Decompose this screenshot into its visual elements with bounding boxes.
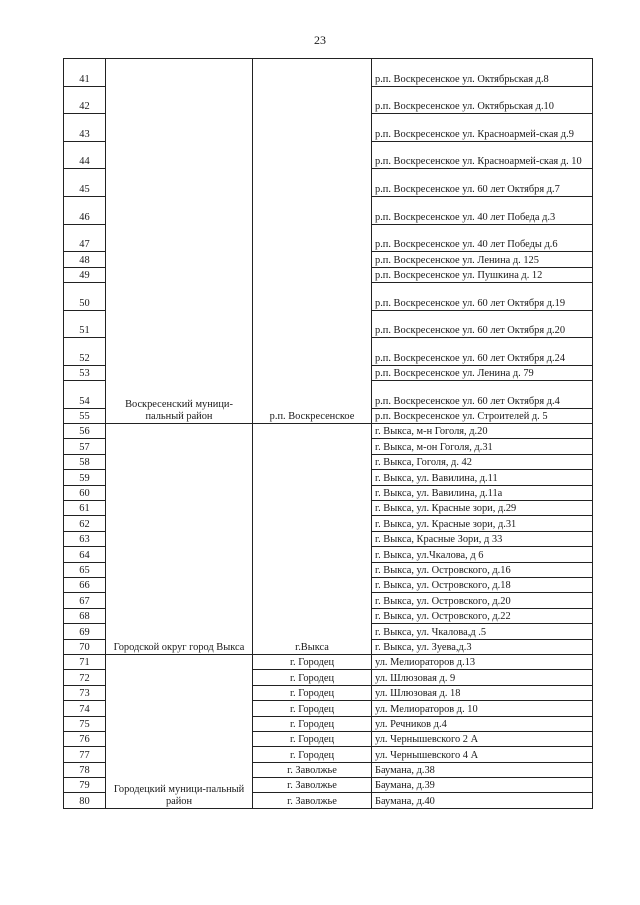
locality-cell: г. Городец	[253, 716, 372, 731]
row-number: 49	[64, 267, 106, 282]
address-cell: г. Выкса, Гоголя, д. 42	[372, 454, 593, 469]
address-cell: г. Выкса, ул. Зуева,д.3	[372, 639, 593, 654]
row-number: 79	[64, 778, 106, 793]
row-number: 52	[64, 338, 106, 366]
address-cell: Баумана, д.38	[372, 762, 593, 777]
row-number: 68	[64, 608, 106, 623]
locality-cell: г. Заволжье	[253, 793, 372, 808]
address-cell: ул. Мелиораторов д. 10	[372, 701, 593, 716]
address-cell: ул. Шлюзовая д. 18	[372, 685, 593, 700]
row-number: 77	[64, 747, 106, 762]
row-number: 45	[64, 169, 106, 197]
address-cell: Баумана, д.40	[372, 793, 593, 808]
address-cell: г. Выкса, ул. Островского, д.18	[372, 578, 593, 593]
locations-table	[63, 58, 593, 809]
address-cell: р.п. Воскресенское ул. 60 лет Октября д.20	[372, 310, 593, 338]
address-cell: Баумана, д.39	[372, 778, 593, 793]
row-number: 80	[64, 793, 106, 808]
address-cell: ул. Чернышевского 2 А	[372, 731, 593, 746]
locality-cell: р.п. Воскресенское	[253, 59, 372, 424]
address-cell: г. Выкса, ул. Островского, д.20	[372, 593, 593, 608]
address-cell: г. Выкса, ул. Вавилина, д.11	[372, 470, 593, 485]
locality-cell: г. Заволжье	[253, 778, 372, 793]
row-number: 41	[64, 59, 106, 87]
row-number: 59	[64, 470, 106, 485]
row-number: 70	[64, 639, 106, 654]
row-number: 76	[64, 731, 106, 746]
row-number: 56	[64, 424, 106, 439]
row-number: 44	[64, 141, 106, 169]
row-number: 74	[64, 701, 106, 716]
row-number: 72	[64, 670, 106, 685]
table-body	[64, 59, 593, 809]
address-cell: р.п. Воскресенское ул. Октябрьская д.8	[372, 59, 593, 87]
address-cell: г. Выкса, ул. Островского, д.16	[372, 562, 593, 577]
row-number: 51	[64, 310, 106, 338]
address-cell: р.п. Воскресенское ул. Красноармей-ская д. 10	[372, 141, 593, 169]
row-number: 53	[64, 365, 106, 380]
row-number: 46	[64, 196, 106, 224]
address-cell: р.п. Воскресенское ул. 60 лет Октября д.19	[372, 282, 593, 310]
row-number: 60	[64, 485, 106, 500]
row-number: 62	[64, 516, 106, 531]
address-cell: р.п. Воскресенское ул. 40 лет Победы д.6	[372, 224, 593, 252]
row-number: 63	[64, 531, 106, 546]
address-cell: г. Выкса, Красные Зори, д 33	[372, 531, 593, 546]
address-cell: р.п. Воскресенское ул. 60 лет Октября д.7	[372, 169, 593, 197]
page-number: 23	[314, 33, 326, 47]
address-cell: г. Выкса, ул. Островского, д.22	[372, 608, 593, 623]
table-row	[64, 424, 593, 439]
row-number: 47	[64, 224, 106, 252]
row-number: 64	[64, 547, 106, 562]
row-number: 67	[64, 593, 106, 608]
address-cell: г. Выкса, ул. Чкалова,д .5	[372, 624, 593, 639]
locality-cell: г.Выкса	[253, 424, 372, 655]
row-number: 75	[64, 716, 106, 731]
address-cell: г. Выкса, ул. Красные зори, д.29	[372, 501, 593, 516]
address-cell: р.п. Воскресенское ул. Ленина д. 79	[372, 365, 593, 380]
row-number: 69	[64, 624, 106, 639]
district-cell: Воскресенский муници-пальный район	[106, 59, 253, 424]
address-cell: г. Выкса, ул.Чкалова, д 6	[372, 547, 593, 562]
address-cell: р.п. Воскресенское ул. 60 лет Октября д.24	[372, 338, 593, 366]
row-number: 73	[64, 685, 106, 700]
address-cell: р.п. Воскресенское ул. Строителей д. 5	[372, 408, 593, 423]
row-number: 58	[64, 454, 106, 469]
locality-cell: г. Городец	[253, 670, 372, 685]
address-cell: ул. Шлюзовая д. 9	[372, 670, 593, 685]
locality-cell: г. Городец	[253, 685, 372, 700]
row-number: 48	[64, 252, 106, 267]
address-cell: г. Выкса, м-он Гоголя, д.31	[372, 439, 593, 454]
table-row	[64, 59, 593, 87]
address-cell: р.п. Воскресенское ул. 60 лет Октября д.4	[372, 381, 593, 409]
row-number: 61	[64, 501, 106, 516]
address-cell: г. Выкса, ул. Вавилина, д.11а	[372, 485, 593, 500]
row-number: 54	[64, 381, 106, 409]
locality-cell: г. Городец	[253, 731, 372, 746]
row-number: 78	[64, 762, 106, 777]
address-cell: р.п. Воскресенское ул. Октябрьская д.10	[372, 86, 593, 114]
row-number: 43	[64, 114, 106, 142]
row-number: 57	[64, 439, 106, 454]
row-number: 55	[64, 408, 106, 423]
address-cell: р.п. Воскресенское ул. Красноармей-ская д.9	[372, 114, 593, 142]
address-cell: г. Выкса, ул. Красные зори, д.31	[372, 516, 593, 531]
row-number: 71	[64, 654, 106, 669]
district-cell: Городской округ город Выкса	[106, 424, 253, 655]
locality-cell: г. Городец	[253, 747, 372, 762]
row-number: 42	[64, 86, 106, 114]
locality-cell: г. Городец	[253, 701, 372, 716]
row-number: 65	[64, 562, 106, 577]
district-cell: Городецкий муници-пальный район	[106, 654, 253, 808]
locality-cell: г. Городец	[253, 654, 372, 669]
row-number: 66	[64, 578, 106, 593]
address-cell: г. Выкса, м-н Гоголя, д.20	[372, 424, 593, 439]
address-cell: р.п. Воскресенское ул. 40 лет Победа д.3	[372, 196, 593, 224]
address-cell: ул. Речников д.4	[372, 716, 593, 731]
row-number: 50	[64, 282, 106, 310]
address-cell: ул. Мелиораторов д.13	[372, 654, 593, 669]
address-cell: р.п. Воскресенское ул. Пушкина д. 12	[372, 267, 593, 282]
locality-cell: г. Заволжье	[253, 762, 372, 777]
address-cell: ул. Чернышевского 4 А	[372, 747, 593, 762]
address-cell: р.п. Воскресенское ул. Ленина д. 125	[372, 252, 593, 267]
table-row	[64, 654, 593, 669]
